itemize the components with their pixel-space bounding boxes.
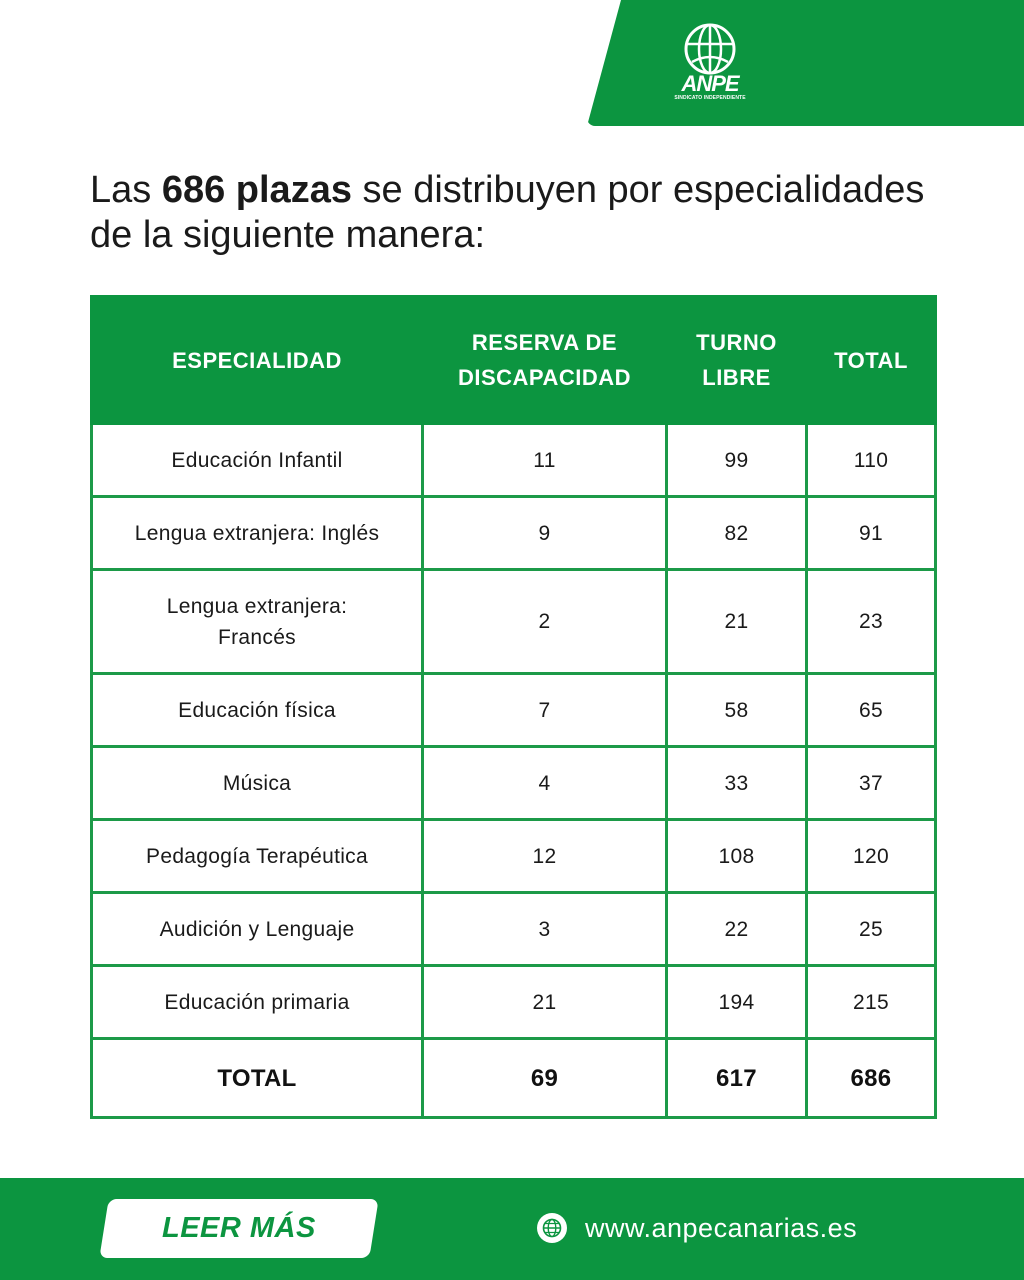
- plazas-table: [90, 295, 937, 1119]
- table-header-row: [92, 297, 936, 424]
- website-link-group: [537, 1208, 857, 1248]
- cell-turno: 99: [667, 424, 807, 497]
- cell-especialidad: Audición y Lenguaje: [92, 893, 423, 966]
- globe-icon: [537, 1213, 567, 1243]
- cell-especialidad: Pedagogía Terapéutica: [92, 820, 423, 893]
- cell-total: 215: [807, 966, 936, 1039]
- logo-name: ANPE: [681, 71, 739, 96]
- cell-especialidad: Lengua extranjera: Inglés: [92, 497, 423, 570]
- cell-reserva: 4: [423, 747, 667, 820]
- table-row: [92, 424, 936, 497]
- cell-total: 120: [807, 820, 936, 893]
- cell-reserva: 3: [423, 893, 667, 966]
- website-link[interactable]: www.anpecanarias.es: [585, 1212, 858, 1243]
- table-row: [92, 820, 936, 893]
- headline-suffix: se distribuyen por especialidades de la siguiente manera:: [90, 169, 925, 256]
- cell-reserva: 21: [423, 966, 667, 1039]
- total-label: TOTAL: [92, 1039, 423, 1118]
- cell-turno: 58: [667, 674, 807, 747]
- cell-especialidad: Educación primaria: [92, 966, 423, 1039]
- cell-reserva: 11: [423, 424, 667, 497]
- cell-turno: 33: [667, 747, 807, 820]
- header-turno: TURNO LIBRE: [667, 297, 807, 424]
- leer-mas-button[interactable]: [99, 1199, 378, 1258]
- cell-total: 91: [807, 497, 936, 570]
- header-especialidad: ESPECIALIDAD: [92, 297, 423, 424]
- cell-total: 110: [807, 424, 936, 497]
- header-total: TOTAL: [807, 297, 936, 424]
- cell-reserva: 7: [423, 674, 667, 747]
- cell-especialidad: Educación Infantil: [92, 424, 423, 497]
- table-row: [92, 893, 936, 966]
- table-row: [92, 570, 936, 674]
- anpe-logo: [668, 22, 752, 102]
- cell-reserva: 9: [423, 497, 667, 570]
- cell-reserva: 2: [423, 570, 667, 674]
- cell-total: 37: [807, 747, 936, 820]
- cell-turno: 82: [667, 497, 807, 570]
- cell-especialidad: Lengua extranjera: Francés: [92, 570, 423, 674]
- cell-turno: 108: [667, 820, 807, 893]
- headline: [90, 168, 950, 258]
- table-row: [92, 966, 936, 1039]
- table-total-row: [92, 1039, 936, 1118]
- table-row: [92, 674, 936, 747]
- cell-total: 65: [807, 674, 936, 747]
- headline-prefix: Las: [90, 169, 162, 211]
- logo-tagline: SINDICATO INDEPENDIENTE: [674, 95, 746, 101]
- cell-turno: 22: [667, 893, 807, 966]
- cell-turno: 21: [667, 570, 807, 674]
- cell-total: 25: [807, 893, 936, 966]
- total-reserva: 69: [423, 1039, 667, 1118]
- table-row: [92, 497, 936, 570]
- total-total: 686: [807, 1039, 936, 1118]
- cell-total: 23: [807, 570, 936, 674]
- total-turno: 617: [667, 1039, 807, 1118]
- headline-highlight: 686 plazas: [161, 169, 352, 211]
- leer-mas-label: LEER MÁS: [162, 1212, 316, 1244]
- logo-banner: [587, 0, 1024, 126]
- globe-emblem-icon: [678, 22, 742, 78]
- cell-turno: 194: [667, 966, 807, 1039]
- cell-especialidad: Educación física: [92, 674, 423, 747]
- cell-especialidad: Música: [92, 747, 423, 820]
- table-row: [92, 747, 936, 820]
- cell-reserva: 12: [423, 820, 667, 893]
- header-reserva: RESERVA DE DISCAPACIDAD: [423, 297, 667, 424]
